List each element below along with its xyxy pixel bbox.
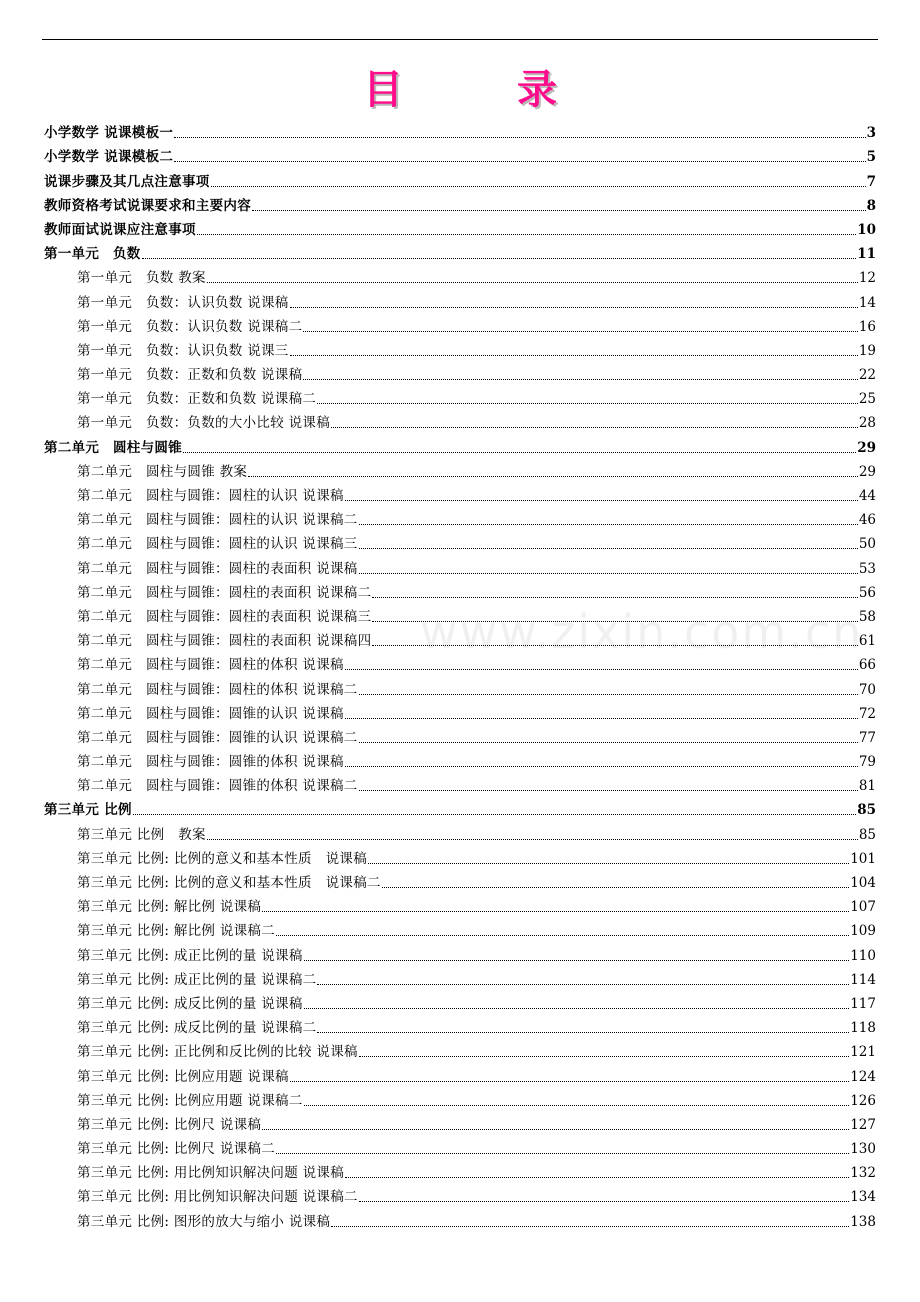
- toc-entry-label: 第一单元 负数：负数的大小比较 说课稿: [77, 415, 330, 432]
- toc-entry-label: 第三单元 比例: 成反比例的量 说课稿: [77, 995, 303, 1012]
- toc-dot-leader: [133, 814, 856, 815]
- toc-subentry[interactable]: [44, 1181, 876, 1205]
- toc-subentry[interactable]: [44, 311, 876, 335]
- toc-dot-leader: [290, 355, 858, 356]
- toc-page-number: 61: [858, 633, 876, 650]
- toc-page-number: 50: [858, 536, 876, 553]
- toc-entry-label: 第一单元 负数 教案: [77, 270, 206, 287]
- toc-dot-leader: [174, 137, 865, 138]
- toc-entry-label: 第三单元 比例: 比例应用题 说课稿二: [77, 1092, 303, 1109]
- toc-entry-label: 第二单元 圆柱与圆锥：圆锥的体积 说课稿二: [77, 778, 358, 795]
- toc-page-number: 28: [858, 415, 876, 432]
- toc-page-number: 121: [850, 1044, 876, 1061]
- toc-subentry[interactable]: [44, 262, 876, 286]
- toc-entry-label: 第三单元 比例: 成正比例的量 说课稿: [77, 947, 303, 964]
- toc-dot-leader: [276, 1153, 849, 1154]
- toc-dot-leader: [368, 863, 849, 864]
- toc-entry-label: 第二单元 圆柱与圆锥：圆柱的表面积 说课稿二: [77, 584, 372, 601]
- toc-subentry[interactable]: [44, 1205, 876, 1229]
- toc-page-number: 85: [857, 802, 876, 819]
- toc-subentry[interactable]: [44, 1036, 876, 1060]
- toc-section-entry[interactable]: [44, 117, 876, 141]
- toc-dot-leader: [317, 403, 858, 404]
- toc-section-entry[interactable]: [44, 794, 876, 818]
- toc-entry-label: 第二单元 圆柱与圆锥：圆柱的表面积 说课稿: [77, 560, 358, 577]
- toc-dot-leader: [317, 984, 849, 985]
- toc-entry-label: 第二单元 圆柱与圆锥：圆柱的认识 说课稿: [77, 488, 344, 504]
- toc-dot-leader: [207, 282, 858, 283]
- toc-entry-label: 第二单元 圆柱与圆锥：圆柱的体积 说课稿: [77, 657, 344, 674]
- toc-page-number: 114: [850, 971, 876, 988]
- toc-subentry[interactable]: [44, 625, 876, 649]
- toc-subentry[interactable]: [44, 988, 876, 1012]
- toc-subentry[interactable]: [44, 1133, 876, 1157]
- toc-page-number: 56: [858, 584, 876, 601]
- toc-entry-label: 小学数学 说课模板二: [44, 149, 174, 166]
- toc-entry-label: 第三单元 比例: 比例的意义和基本性质 说课稿: [77, 850, 368, 867]
- page-title: 目 录: [363, 67, 607, 113]
- toc-page-number: 81: [858, 778, 876, 795]
- toc-dot-leader: [345, 669, 858, 670]
- toc-dot-leader: [211, 186, 866, 187]
- toc-subentry[interactable]: [44, 818, 876, 842]
- toc-entry-label: 第三单元 比例: 用比例知识解决问题 说课稿: [77, 1165, 345, 1182]
- toc-subentry[interactable]: [44, 746, 876, 770]
- table-of-contents: [44, 117, 876, 1230]
- toc-page-number: 29: [857, 439, 876, 456]
- toc-section-entry[interactable]: [44, 165, 876, 189]
- toc-subentry[interactable]: [44, 698, 876, 722]
- toc-subentry[interactable]: [44, 383, 876, 407]
- toc-page-number: 107: [850, 899, 876, 916]
- toc-page-number: 5: [866, 149, 876, 166]
- toc-subentry[interactable]: [44, 1060, 876, 1084]
- toc-entry-label: 第三单元 比例: 比例应用题 说课稿: [77, 1068, 289, 1085]
- toc-entry-label: 第二单元 圆柱与圆锥：圆柱的认识 说课稿三: [77, 536, 358, 553]
- toc-entry-label: 第三单元 比例: 成反比例的量 说课稿二: [77, 1020, 317, 1037]
- toc-entry-label: 第一单元 负数: [44, 246, 141, 263]
- toc-dot-leader: [345, 1177, 849, 1178]
- toc-dot-leader: [197, 234, 856, 235]
- toc-page-number: 104: [850, 875, 876, 891]
- toc-entry-label: 第一单元 负数：正数和负数 说课稿二: [77, 391, 317, 408]
- toc-page-number: 79: [858, 754, 876, 771]
- toc-entry-label: 第一单元 负数：认识负数 说课稿: [77, 294, 289, 311]
- toc-subentry[interactable]: [44, 601, 876, 625]
- toc-dot-leader: [262, 911, 849, 912]
- toc-dot-leader: [174, 161, 865, 162]
- toc-page-number: 77: [858, 729, 876, 746]
- toc-dot-leader: [304, 1008, 850, 1009]
- toc-page-number: 126: [850, 1092, 876, 1109]
- toc-page-number: 124: [850, 1068, 876, 1085]
- toc-subentry[interactable]: [44, 577, 876, 601]
- toc-page-number: 127: [850, 1116, 876, 1133]
- toc-page-number: 132: [850, 1165, 876, 1182]
- toc-entry-label: 第三单元 比例 教案: [77, 826, 206, 843]
- toc-dot-leader: [372, 621, 857, 622]
- toc-subentry[interactable]: [44, 964, 876, 988]
- toc-entry-label: 第二单元 圆柱与圆锥：圆柱的表面积 说课稿四: [77, 633, 372, 650]
- toc-subentry[interactable]: [44, 504, 876, 528]
- toc-subentry[interactable]: [44, 1085, 876, 1109]
- toc-page-number: 58: [858, 608, 876, 625]
- toc-subentry[interactable]: [44, 456, 876, 480]
- toc-dot-leader: [372, 645, 857, 646]
- toc-entry-label: 第三单元 比例: 解比例 说课稿: [77, 899, 262, 916]
- toc-subentry[interactable]: [44, 843, 876, 867]
- toc-section-entry[interactable]: [44, 190, 876, 214]
- toc-dot-leader: [183, 452, 856, 453]
- toc-dot-leader: [303, 331, 857, 332]
- toc-page-number: 16: [858, 318, 876, 335]
- watermark: www.zixin.com.cn: [420, 605, 864, 659]
- toc-dot-leader: [276, 935, 849, 936]
- toc-page-number: 7: [866, 173, 876, 190]
- toc-page-number: 134: [850, 1189, 876, 1206]
- toc-dot-leader: [142, 258, 857, 259]
- toc-page-number: 109: [850, 923, 876, 940]
- toc-subentry[interactable]: [44, 673, 876, 697]
- toc-page-number: 25: [858, 391, 876, 408]
- toc-section-entry[interactable]: [44, 141, 876, 165]
- toc-page-number: 3: [866, 125, 876, 142]
- toc-entry-label: 说课步骤及其几点注意事项: [44, 173, 210, 190]
- toc-dot-leader: [359, 1056, 849, 1057]
- toc-dot-leader: [359, 694, 858, 695]
- toc-page-number: 138: [850, 1213, 876, 1230]
- toc-dot-leader: [345, 500, 858, 501]
- toc-dot-leader: [262, 1129, 849, 1130]
- toc-dot-leader: [303, 379, 857, 380]
- toc-page-number: 8: [866, 197, 876, 214]
- toc-entry-label: 教师面试说课应注意事项: [44, 221, 196, 238]
- toc-dot-leader: [359, 742, 858, 743]
- toc-dot-leader: [359, 548, 858, 549]
- toc-page-number: 101: [850, 850, 876, 867]
- toc-entry-label: 第三单元 比例: 用比例知识解决问题 说课稿二: [77, 1189, 358, 1206]
- toc-dot-leader: [372, 597, 857, 598]
- toc-page-number: 29: [858, 463, 876, 480]
- toc-page-number: 46: [858, 512, 876, 529]
- toc-entry-label: 第三单元 比例: [44, 802, 132, 819]
- toc-page-number: 14: [858, 294, 876, 311]
- toc-page-number: 10: [857, 221, 876, 238]
- toc-subentry[interactable]: [44, 915, 876, 939]
- toc-section-entry[interactable]: [44, 238, 876, 262]
- toc-subentry[interactable]: [44, 649, 876, 673]
- toc-section-entry[interactable]: [44, 214, 876, 238]
- toc-page-number: 66: [858, 657, 876, 674]
- toc-dot-leader: [248, 476, 858, 477]
- toc-dot-leader: [304, 960, 850, 961]
- toc-dot-leader: [290, 307, 858, 308]
- toc-subentry[interactable]: [44, 891, 876, 915]
- toc-page-number: 117: [850, 995, 876, 1012]
- toc-dot-leader: [359, 1201, 849, 1202]
- toc-page-number: 118: [850, 1020, 876, 1037]
- toc-page-number: 130: [850, 1141, 876, 1158]
- toc-subentry[interactable]: [44, 1157, 876, 1181]
- toc-entry-label: 第二单元 圆柱与圆锥：圆柱的认识 说课稿二: [77, 512, 358, 529]
- toc-dot-leader: [382, 887, 849, 888]
- toc-entry-label: 第三单元 比例: 图形的放大与缩小 说课稿: [77, 1213, 331, 1230]
- toc-subentry[interactable]: [44, 407, 876, 431]
- toc-page-number: 85: [858, 826, 876, 843]
- toc-entry-label: 第一单元 负数：认识负数 说课稿二: [77, 318, 303, 335]
- toc-entry-label: 第三单元 比例: 正比例和反比例的比较 说课稿: [77, 1044, 358, 1061]
- toc-entry-label: 第二单元 圆柱与圆锥：圆锥的体积 说课稿: [77, 754, 344, 771]
- toc-subentry[interactable]: [44, 939, 876, 963]
- toc-entry-label: 第三单元 比例: 成正比例的量 说课稿二: [77, 971, 317, 988]
- toc-page-number: 110: [850, 947, 876, 964]
- toc-entry-label: 第二单元 圆柱与圆锥: [44, 439, 182, 456]
- toc-subentry[interactable]: [44, 480, 876, 504]
- toc-entry-label: 第二单元 圆柱与圆锥：圆锥的认识 说课稿二: [77, 729, 358, 746]
- toc-subentry[interactable]: [44, 528, 876, 552]
- toc-dot-leader: [345, 718, 858, 719]
- toc-entry-label: 教师资格考试说课要求和主要内容: [44, 197, 251, 214]
- toc-entry-label: 小学数学 说课模板一: [44, 125, 174, 142]
- toc-dot-leader: [359, 573, 858, 574]
- toc-entry-label: 第三单元 比例: 比例的意义和基本性质 说课稿二: [77, 875, 381, 891]
- toc-subentry[interactable]: [44, 359, 876, 383]
- toc-subentry[interactable]: [44, 722, 876, 746]
- toc-page-number: 44: [858, 488, 876, 504]
- toc-dot-leader: [359, 524, 858, 525]
- toc-entry-label: 第三单元 比例: 比例尺 说课稿: [77, 1116, 262, 1133]
- toc-dot-leader: [331, 1226, 849, 1227]
- toc-page-number: 53: [858, 560, 876, 577]
- toc-dot-leader: [304, 1105, 850, 1106]
- toc-entry-label: 第三单元 比例: 比例尺 说课稿二: [77, 1141, 276, 1158]
- toc-subentry[interactable]: [44, 1109, 876, 1133]
- toc-entry-label: 第二单元 圆柱与圆锥：圆柱的体积 说课稿二: [77, 681, 358, 698]
- toc-entry-label: 第二单元 圆柱与圆锥：圆柱的表面积 说课稿三: [77, 608, 372, 625]
- toc-subentry[interactable]: [44, 552, 876, 576]
- toc-section-entry[interactable]: [44, 431, 876, 455]
- toc-entry-label: 第二单元 圆柱与圆锥：圆锥的认识 说课稿: [77, 705, 344, 722]
- toc-dot-leader: [252, 210, 866, 211]
- toc-dot-leader: [359, 790, 858, 791]
- toc-entry-label: 第二单元 圆柱与圆锥 教案: [77, 463, 248, 480]
- toc-page-number: 12: [858, 270, 876, 287]
- toc-dot-leader: [317, 1032, 849, 1033]
- toc-dot-leader: [207, 839, 858, 840]
- toc-page-number: 19: [858, 342, 876, 359]
- toc-subentry[interactable]: [44, 770, 876, 794]
- toc-entry-label: 第三单元 比例: 解比例 说课稿二: [77, 923, 276, 940]
- toc-dot-leader: [290, 1081, 849, 1082]
- toc-page-number: 70: [858, 681, 876, 698]
- toc-dot-leader: [331, 427, 858, 428]
- toc-subentry[interactable]: [44, 867, 876, 891]
- toc-subentry[interactable]: [44, 335, 876, 359]
- toc-page-number: 72: [858, 705, 876, 722]
- toc-page-number: 22: [858, 367, 876, 384]
- toc-page-number: 11: [857, 246, 876, 263]
- toc-entry-label: 第一单元 负数：认识负数 说课三: [77, 342, 289, 359]
- header-rule: [42, 39, 878, 40]
- toc-dot-leader: [345, 766, 858, 767]
- toc-subentry[interactable]: [44, 286, 876, 310]
- toc-subentry[interactable]: [44, 1012, 876, 1036]
- toc-entry-label: 第一单元 负数：正数和负数 说课稿: [77, 367, 303, 384]
